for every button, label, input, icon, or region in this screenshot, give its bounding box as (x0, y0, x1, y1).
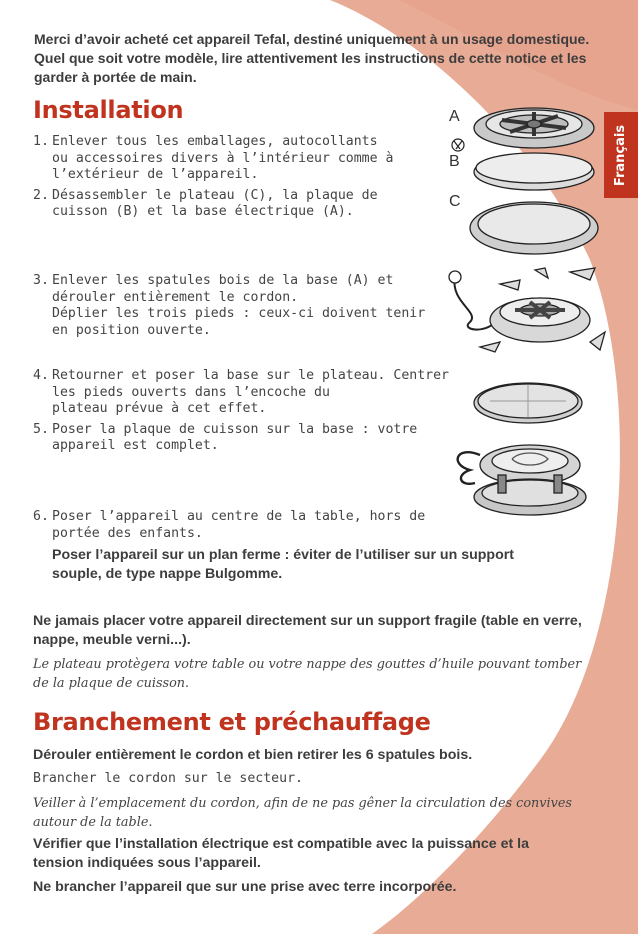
step-number: 1. (33, 134, 49, 149)
step-number: 2. (33, 187, 49, 203)
list-item (33, 188, 453, 221)
cord-placement-note: Veiller à l’emplacement du cordon, afin de ne pas gêner la circulation des convives autour de la table. (33, 796, 572, 830)
language-tab[interactable] (604, 112, 638, 198)
voltage-check-note: Vérifier que l’installation électrique est compatible avec la puissance et la tension indiquées sous l’appareil. (33, 836, 529, 871)
list-item (33, 422, 453, 455)
power-cord (454, 277, 495, 330)
wooden-spatula (535, 268, 548, 278)
list-item (33, 368, 453, 418)
installation-steps-1-2 (33, 134, 453, 225)
installation-steps-4-5 (33, 368, 453, 459)
language-tab-label: Français (613, 124, 629, 186)
installation-step-3 (33, 273, 453, 343)
step-number: 5. (33, 421, 49, 437)
step-text: Poser la plaque de cuisson sur la base : votre appareil est complet. (52, 421, 418, 453)
wooden-spatula (570, 268, 595, 280)
exploded-appliance-figure (462, 100, 612, 270)
power-cord (458, 452, 480, 484)
figure-label-c: C (449, 193, 461, 210)
step-text: Enlever tous les emballages, autocollants ou accessoires divers à l’intérieur comme à l’extérieur de l’appareil. (52, 134, 394, 182)
list-item (33, 273, 453, 339)
fragile-warning: Ne jamais placer votre appareil directement sur un support fragile (table en verre, nappe, meuble verni...). (33, 613, 582, 648)
step-text: Désassembler le plateau (C), la plaque de cuisson (B) et la base électrique (A). (52, 187, 378, 219)
assembled-appliance-figure (450, 375, 600, 525)
plug-instruction: Brancher le cordon sur le secteur. (33, 771, 303, 786)
base-with-spatulas-figure (440, 262, 610, 362)
step-number: 3. (33, 273, 49, 288)
earth-socket-note: Ne brancher l’appareil que sur une prise avec terre incorporée. (33, 879, 457, 895)
plug-icon (452, 139, 464, 151)
protect-note: Le plateau protègera votre table ou votre nappe des gouttes d’huile pouvant tomber de la plaque de cuisson. (33, 657, 582, 691)
unroll-cord-instruction: Dérouler entièrement le cordon et bien retirer les 6 spatules bois. (33, 747, 473, 763)
step-text: Retourner et poser la base sur le plateau. Centrer les pieds ouverts dans l’encoche du plateau prévue à cet effet. (52, 368, 449, 416)
branchement-title: Branchement et préchauffage (33, 708, 431, 736)
list-item (33, 134, 453, 184)
installation-title: Installation (33, 96, 184, 124)
figure-label-b: B (449, 153, 460, 170)
list-item (33, 509, 453, 542)
wooden-spatula (480, 342, 500, 352)
installation-step-6 (33, 509, 453, 546)
wooden-spatula (500, 280, 520, 290)
step-number: 4. (33, 368, 49, 383)
step-text: Poser l’appareil au centre de la table, hors de portée des enfants. (52, 509, 426, 541)
firm-surface-note: Poser l’appareil sur un plan ferme : éviter de l’utiliser sur un support souple, de type nappe Bulgomme. (52, 547, 514, 582)
step-number: 6. (33, 509, 49, 524)
step-text: Enlever les spatules bois de la base (A) et dérouler entièrement le cordon. Déplier les trois pieds : ceux-ci doivent tenir en position ouverte. (52, 273, 426, 338)
wooden-spatula (590, 332, 605, 350)
figure-label-a: A (449, 108, 460, 125)
intro-paragraph: Merci d’avoir acheté cet appareil Tefal, destiné uniquement à un usage domestique. Quel que soit votre modèle, lire attentivement les instructions de cette notice et les garder à portée de main. (34, 31, 590, 85)
